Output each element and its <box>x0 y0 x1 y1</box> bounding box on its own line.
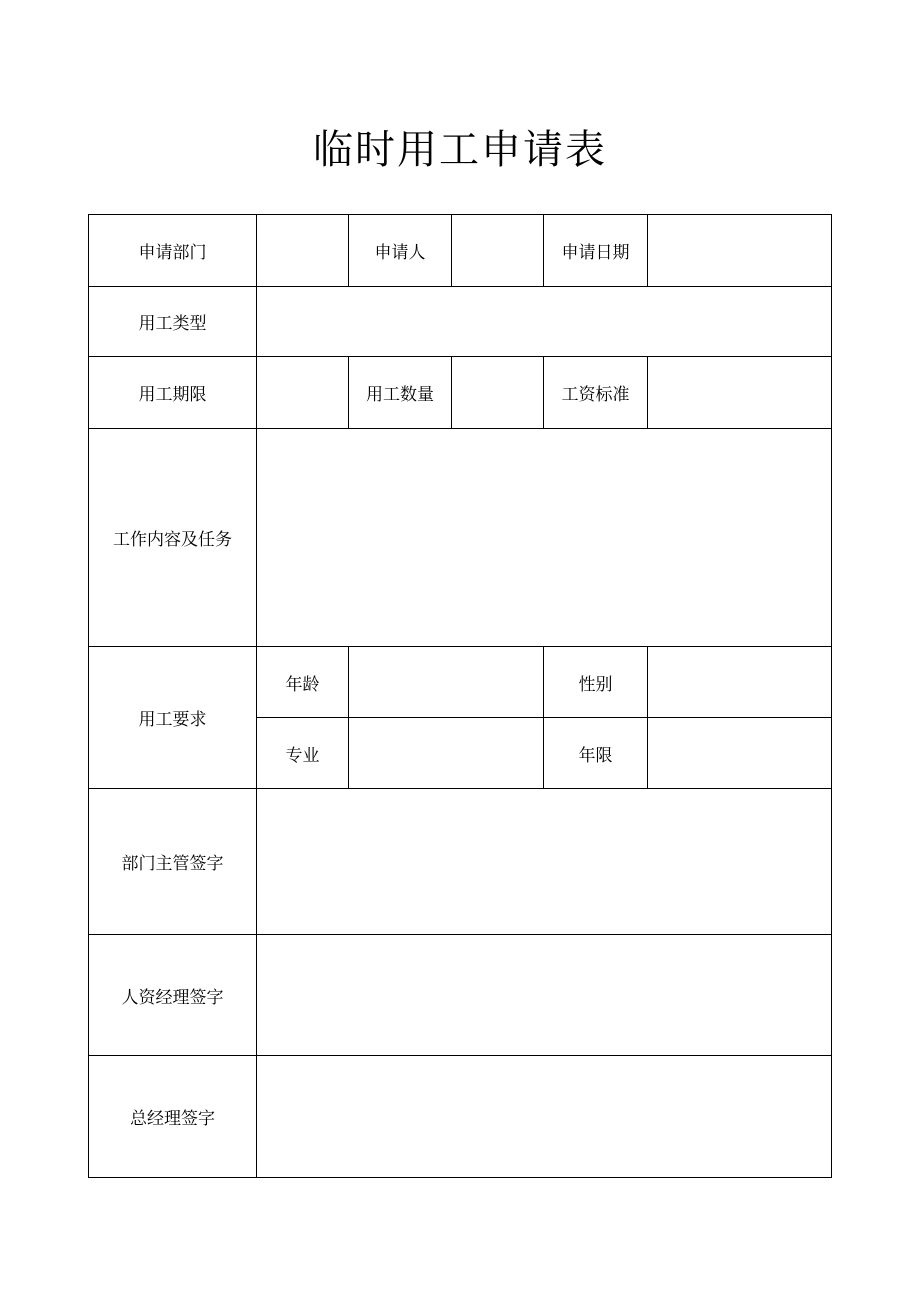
salary-label: 工资标准 <box>544 357 648 429</box>
row-work-content <box>89 429 832 647</box>
quantity-field[interactable] <box>452 357 544 429</box>
gender-label: 性别 <box>544 647 648 718</box>
date-label: 申请日期 <box>544 215 648 287</box>
dept-head-sign-field[interactable] <box>257 789 832 935</box>
row-employment-type <box>89 287 832 357</box>
row-dept-head-signature <box>89 789 832 935</box>
application-form-table <box>88 214 832 1178</box>
age-label: 年龄 <box>257 647 349 718</box>
major-label: 专业 <box>257 718 349 789</box>
requirements-label: 用工要求 <box>89 647 257 789</box>
hr-manager-sign-field[interactable] <box>257 935 832 1056</box>
quantity-label: 用工数量 <box>349 357 452 429</box>
years-field[interactable] <box>648 718 832 789</box>
row-hr-manager-signature <box>89 935 832 1056</box>
content-label: 工作内容及任务 <box>89 429 257 647</box>
row-applicant-info <box>89 215 832 287</box>
dept-head-sign-label: 部门主管签字 <box>89 789 257 935</box>
row-requirements-age-gender <box>89 647 832 718</box>
row-gm-signature <box>89 1056 832 1178</box>
page-title: 临时用工申请表 <box>313 127 607 173</box>
years-label: 年限 <box>544 718 648 789</box>
type-label: 用工类型 <box>89 287 257 357</box>
dept-field[interactable] <box>257 215 349 287</box>
major-field[interactable] <box>349 718 544 789</box>
age-field[interactable] <box>349 647 544 718</box>
period-label: 用工期限 <box>89 357 257 429</box>
gender-field[interactable] <box>648 647 832 718</box>
type-field[interactable] <box>257 287 832 357</box>
date-field[interactable] <box>648 215 832 287</box>
salary-field[interactable] <box>648 357 832 429</box>
content-field[interactable] <box>257 429 832 647</box>
period-field[interactable] <box>257 357 349 429</box>
hr-manager-sign-label: 人资经理签字 <box>89 935 257 1056</box>
dept-label: 申请部门 <box>89 215 257 287</box>
gm-sign-field[interactable] <box>257 1056 832 1178</box>
gm-sign-label: 总经理签字 <box>89 1056 257 1178</box>
applicant-field[interactable] <box>452 215 544 287</box>
applicant-label: 申请人 <box>349 215 452 287</box>
row-period-quantity-salary <box>89 357 832 429</box>
